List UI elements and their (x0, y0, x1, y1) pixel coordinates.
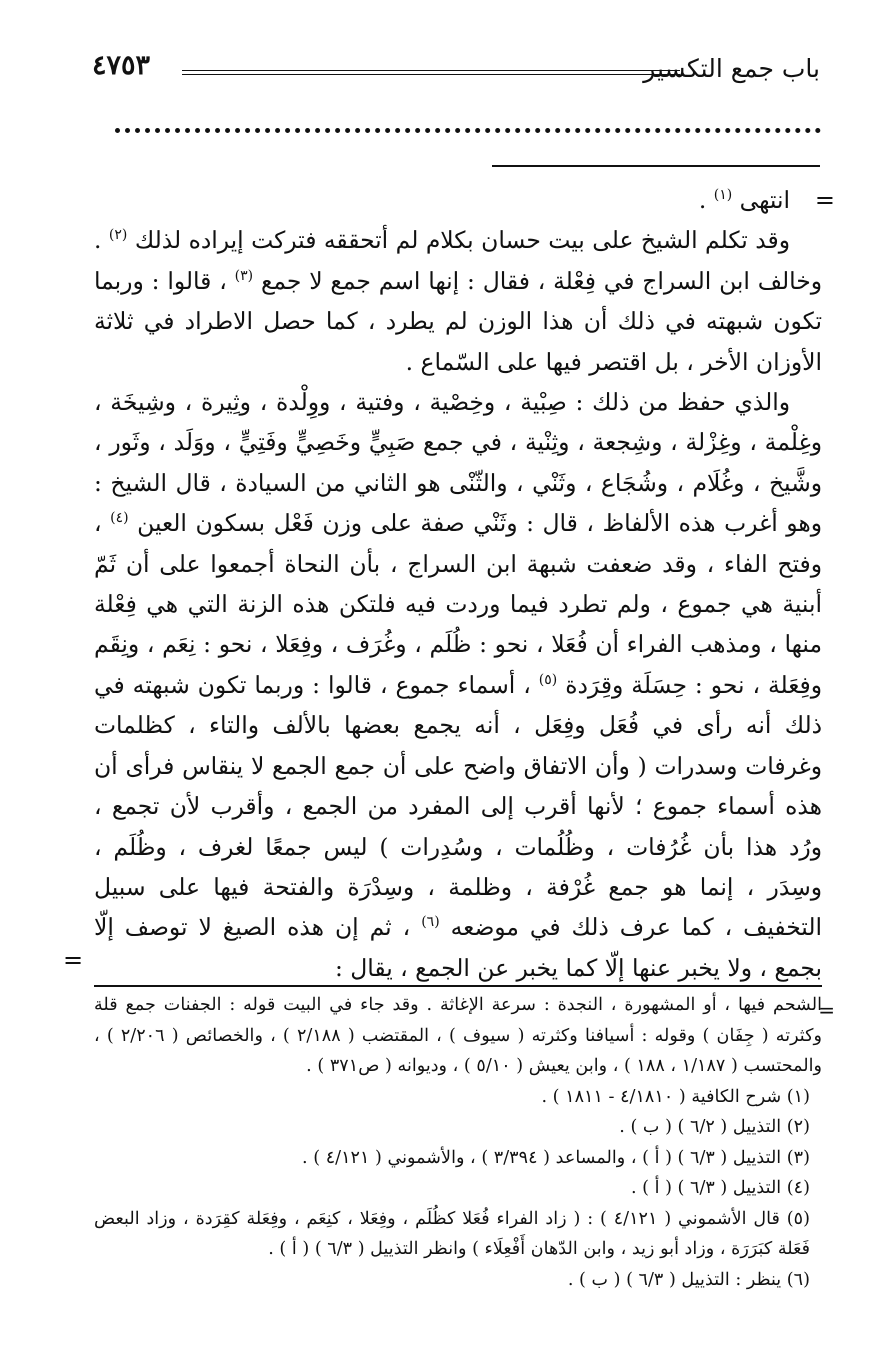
paragraph-1 (94, 180, 822, 220)
footnote-ref-3: (٣) (234, 268, 254, 285)
footnote-4: (٤) التذييل ( ٦/٣ ) ( أ ) . (630, 1178, 810, 1198)
footnote-continuation: الشحم فيها ، أو المشهورة ، النجدة : سرعة الإغاثة . وقد جاء في البيت قوله : الجفنات جمع قلة وكثرته ( جِفَان ) وقوله : أسيافنا وكثرته ( سيوف ) ، المقتضب ( ٢/١٨٨ ) ، والخصائص ( ٢/٢٠٦ ) ، والمحتسب ( ١/١٨٧ ، ١٨٨ ) ، وابن يعيش ( ٥/١٠ ) ، وديوانه ( ص٣٧١ ) . (94, 995, 822, 1076)
continuation-mark-footnote: = (818, 998, 835, 1022)
paragraph-3-text-d: ، ثم إن هذه الصيغ لا توصف إلّا بجمع ، ولا يخبر عنها إلّا كما يخبر عن الجمع ، يقال : (94, 913, 822, 982)
footnote-1: (١) شرح الكافية ( ٤/١٨١٠ - ١٨١١ ) . (541, 1086, 810, 1107)
dotted-separator (115, 128, 821, 147)
footnote-ref-6: (٦) (421, 914, 440, 931)
paragraph-3-text-b: ، وفتح الفاء ، وقد ضعفت شبهة ابن السراج ، بأن النحاة أجمعوا على أن ثَمّ أبنية هي جموع ، ولم تطرد فيما وردت فيه فلتكن هذه الزنة التي هي فِعْلة منها ، ومذهب الفراء أن فُعَلا ، نحو : ظُلَم ، وغُرَف ، وفِعَلا ، نحو : نِعَم ، ونِقَم وفِعَلة ، نحو : حِسَلَة وقِرَدة (94, 509, 823, 699)
paragraph-3 (94, 382, 822, 988)
paragraph-1-end: . (698, 186, 707, 214)
footnote-3: (٣) التذييل ( ٦/٣ ) ( أ ) ، والمساعد ( ٣/٣٩٤ ) ، والأشموني ( ٤/١٢١ ) . (302, 1147, 810, 1168)
chapter-title: باب جمع التكسير (643, 54, 820, 83)
footnote-5: (٥) قال الأشموني ( ٤/١٢١ ) : ( زاد الفراء فُعَلا كظُلَم ، وفِعَلا ، كنِعَم ، وفِعَلة كقِرَدة ، وزاد البعض فَعَلة كبَرَرَة ، وزاد أبو زيد ، وابن الدّهان أَفْعِلَاء ) وانظر التذييل ( ٦/٣ ) ( أ ) . (94, 1208, 810, 1259)
section-rule (492, 165, 820, 167)
paragraph-3-text-c: ، أسماء جموع ، قالوا : وربما تكون شبهته في ذلك أنه رأى في فُعَل وفِعَل ، أنه يجمع بعضها بالألف والتاء ، كظلمات وغرفات وسدرات ( وأن الاتفاق واضح على أن جمع الجمع لا ينقاس فرأى أن هذه أسماء جموع ؛ لأنها أقرب إلى المفرد من الجمع ، وأقرب لأن تجمع ، ورُد هذا بأن غُرُفات ، وظُلُمات ، وسُدِرات ) ليس جمعًا لغرف ، وظُلَم ، وسِدَر ، إنما هو جمع غُرْفة ، وظلمة ، وسِدْرَة والفتحة فيها على سبيل التخفيف ، كما عرف ذلك في موضعه (94, 670, 822, 942)
paragraph-2-text-b: . وخالف ابن السراج في فِعْلة ، فقال : إنها اسم جمع لا جمع (94, 226, 823, 295)
header-rule (182, 70, 680, 75)
footnote-ref-2: (٢) (108, 227, 128, 244)
main-text (94, 180, 822, 988)
footnote-6: (٦) ينظر : التذييل ( ٦/٣ ) ( ب ) . (567, 1269, 810, 1290)
paragraph-3-text-a: والذي حفظ من ذلك : صِبْية ، وخِصْية ، وفتية ، ووِلْدة ، وثِيرة ، وشِيخَة ، وغِلْمة ، وغِزْلة ، وشِجعة ، وثِنْية ، في جمع صَبِيٍّ وخَصِيٍّ وفَتِيٍّ ، ووَلَد ، وثَور ، وشَّيخ ، وغُلَام ، وشُجَاع ، وثَنْي ، والثّنْى هو الثاني من السيادة ، قال الشيخ : وهو أغرب هذه الألفاظ ، قال : وثَنْي صفة على وزن فَعْل بسكون العين (94, 388, 822, 538)
footnote-ref-5: (٥) (538, 672, 558, 689)
continuation-mark-bottom: = (63, 946, 84, 974)
footnote-rule (94, 985, 822, 987)
footnote-2: (٢) التذييل ( ٦/٢ ) ( ب ) . (619, 1117, 810, 1137)
paragraph-1-text: انتهى (739, 186, 790, 214)
paragraph-2-text-a: وقد تكلم الشيخ على بيت حسان بكلام لم أتحققه فتركت إيراده لذلك (134, 226, 791, 255)
paragraph-2-text-c: ، قالوا : وربما تكون شبهته في ذلك أن هذا الوزن لم يطرد ، كما حصل الاطراد في ثلاثة الأوزان الأخر ، بل اقتصر فيها على السّماع . (94, 266, 822, 376)
footnote-ref-1: (١) (713, 187, 733, 204)
page-number: ٤٧٥٣ (92, 50, 151, 81)
paragraph-2 (94, 220, 822, 382)
footnotes (94, 990, 822, 1295)
continuation-mark-top: = (814, 186, 835, 214)
page-header (92, 48, 820, 88)
footnote-ref-4: (٤) (110, 510, 129, 527)
